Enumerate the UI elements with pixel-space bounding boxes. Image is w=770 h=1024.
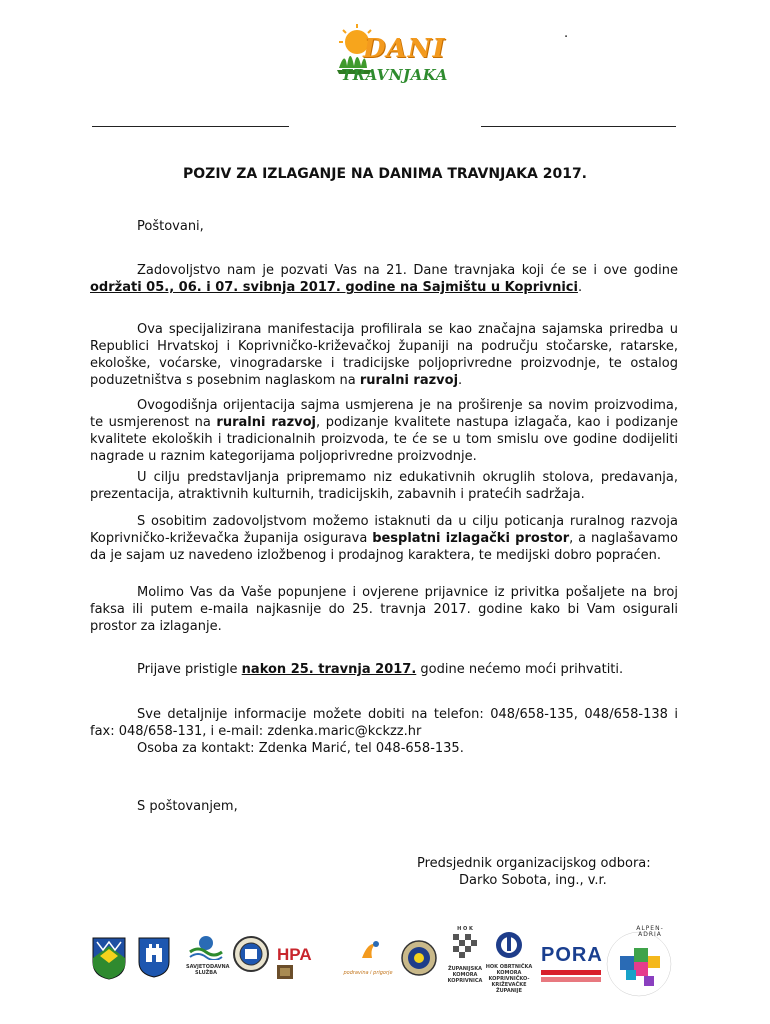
p1-text: Zadovoljstvo nam je pozvati Vas na 21. Dane travnjaka koji će se i ove godine bbox=[137, 263, 678, 278]
pora-bar-icon bbox=[541, 970, 601, 982]
p5-bold: besplatni izlagački prostor bbox=[372, 531, 570, 546]
signature-role: Predsjednik organizacijskog odbora: bbox=[417, 856, 651, 871]
corner-mark: . bbox=[564, 26, 569, 41]
pora-logo bbox=[541, 944, 601, 986]
p1-end: . bbox=[577, 280, 583, 295]
dani-travnjaka-logo bbox=[335, 20, 448, 92]
hok-label: HOK OBRTNIČKA KOMORA KOPRIVNIČKO-KRIŽEVAČKE ŽUPANIJE bbox=[485, 964, 533, 994]
podravina-label: podravina i prigorje bbox=[343, 970, 393, 976]
paragraph-invitation bbox=[90, 262, 678, 296]
paragraph-orientation bbox=[90, 397, 678, 465]
signature-name: Darko Sobota, ing., v.r. bbox=[459, 873, 607, 888]
hok-obrtnicka-logo bbox=[481, 930, 537, 994]
logo-subtitle: TRAVNJAKA bbox=[341, 66, 448, 84]
bird-icon bbox=[340, 936, 396, 966]
paragraph-contact: Sve detaljnije informacije možete dobiti na telefon: 048/658-135, 048/658-138 i fax: 048/658-131, i e-mail: zdenka.maric@kckzz.hr bbox=[90, 707, 678, 739]
page-title: POZIV ZA IZLAGANJE NA DANIMA TRAVNJAKA 2017. bbox=[183, 166, 587, 182]
greeting: Poštovani, bbox=[137, 219, 204, 234]
hpa-logo bbox=[277, 945, 325, 984]
waves-icon bbox=[186, 934, 226, 960]
hok-mark-icon bbox=[481, 930, 537, 960]
paragraph-application: Molimo Vas da Vaše popunjene i ovjerene prijavnice iz privitka pošaljete na broj faksa ili putem e-maila najkasnije do 25. travnja 2017. godine kako bi Vam osigurali prostor za izlaganje. bbox=[90, 585, 678, 634]
coat-of-arms-koprivnica-krizevci bbox=[91, 936, 127, 984]
hpa-label: HPA bbox=[277, 945, 312, 964]
alpen-adria-logo bbox=[604, 926, 674, 1008]
p7-end: godine nećemo moći prihvatiti. bbox=[420, 662, 624, 677]
seal-icon bbox=[233, 934, 269, 974]
alpen-adria-label: ALPEN-ADRIA bbox=[636, 925, 664, 938]
contact-person: Osoba za kontakt: Zdenka Marić, tel 048-658-135. bbox=[137, 741, 464, 756]
paragraph-deadline bbox=[90, 661, 678, 678]
closing: S poštovanjem, bbox=[137, 799, 238, 814]
shield-icon bbox=[137, 936, 171, 978]
p1-date-location: održati 05., 06. i 07. svibnja 2017. godine na Sajmištu u Koprivnici bbox=[90, 280, 578, 295]
pora-label: PORA bbox=[541, 944, 603, 966]
hpa-mark-icon bbox=[277, 965, 293, 979]
seal-icon bbox=[401, 940, 437, 976]
savjetodavna-sluzba-logo bbox=[186, 934, 230, 976]
city-seal-logo bbox=[233, 934, 269, 978]
p7-text: Prijave pristigle bbox=[137, 662, 238, 677]
p5-end: , a naglašavamo da je sajam uz navedeno izložbenog i prodajnog karaktera, te medijski dobro popraćen. bbox=[90, 531, 678, 563]
logo-title: DANI bbox=[363, 34, 446, 64]
left-signature-line bbox=[92, 126, 289, 128]
p7-deadline-date: nakon 25. travnja 2017. bbox=[241, 662, 417, 677]
coat-of-arms-koprivnica bbox=[137, 936, 171, 982]
shield-icon bbox=[91, 936, 127, 980]
p2-text: Ova specijalizirana manifestacija profilirala se kao značajna sajamska priredba u Republici Hrvatskoj i Koprivničko-križevačkoj županiji na području stočarske, ratarske, ekološke, voćarske, vinogradarske i tradicijske poljoprivredne proizvodnje, te ostalog poduzetništva s posebnim naglaskom na bbox=[90, 322, 678, 388]
p3-bold: ruralni razvoj bbox=[216, 415, 317, 430]
paragraph-manifestation bbox=[90, 321, 678, 389]
podravina-prigorje-logo bbox=[340, 936, 396, 976]
p3-end: , podizanje kvalitete nastupa izlagača, kao i podizanje kvalitete ekoloških i tradicionalnih proizvoda, te će se u tom smislu ove godine dodijeliti nagrade u raznim kategorijama poljoprivredne proizvodnje. bbox=[90, 415, 678, 464]
paragraph-free-space bbox=[90, 513, 678, 564]
p5-text: S osobitim zadovoljstvom možemo istaknuti da u cilju poticanja ruralnog razvoja Koprivničko-križevačka županija osigurava bbox=[90, 514, 678, 546]
p3-text: Ovogodišnja orijentacija sajma usmjerena je na proširenje sa novim proizvodima, te usmjerenost na bbox=[90, 398, 678, 430]
p2-end: . bbox=[458, 373, 463, 388]
round-seal-logo bbox=[401, 940, 437, 980]
zupanijska-label: ŽUPANIJSKA KOMORA KOPRIVNICA bbox=[447, 966, 483, 984]
right-signature-line bbox=[481, 126, 676, 128]
paragraph-program: U cilju predstavljanja pripremamo niz edukativnih okruglih stolova, predavanja, prezentacija, atraktivnih kulturnih, tradicijskih, zabavnih i pratećih sadržaja. bbox=[90, 470, 678, 502]
savjetodavna-label: SAVJETODAVNA SLUŽBA bbox=[186, 964, 230, 976]
p2-bold: ruralni razvoj bbox=[359, 373, 459, 388]
hok-top-label: H O K bbox=[457, 926, 473, 932]
